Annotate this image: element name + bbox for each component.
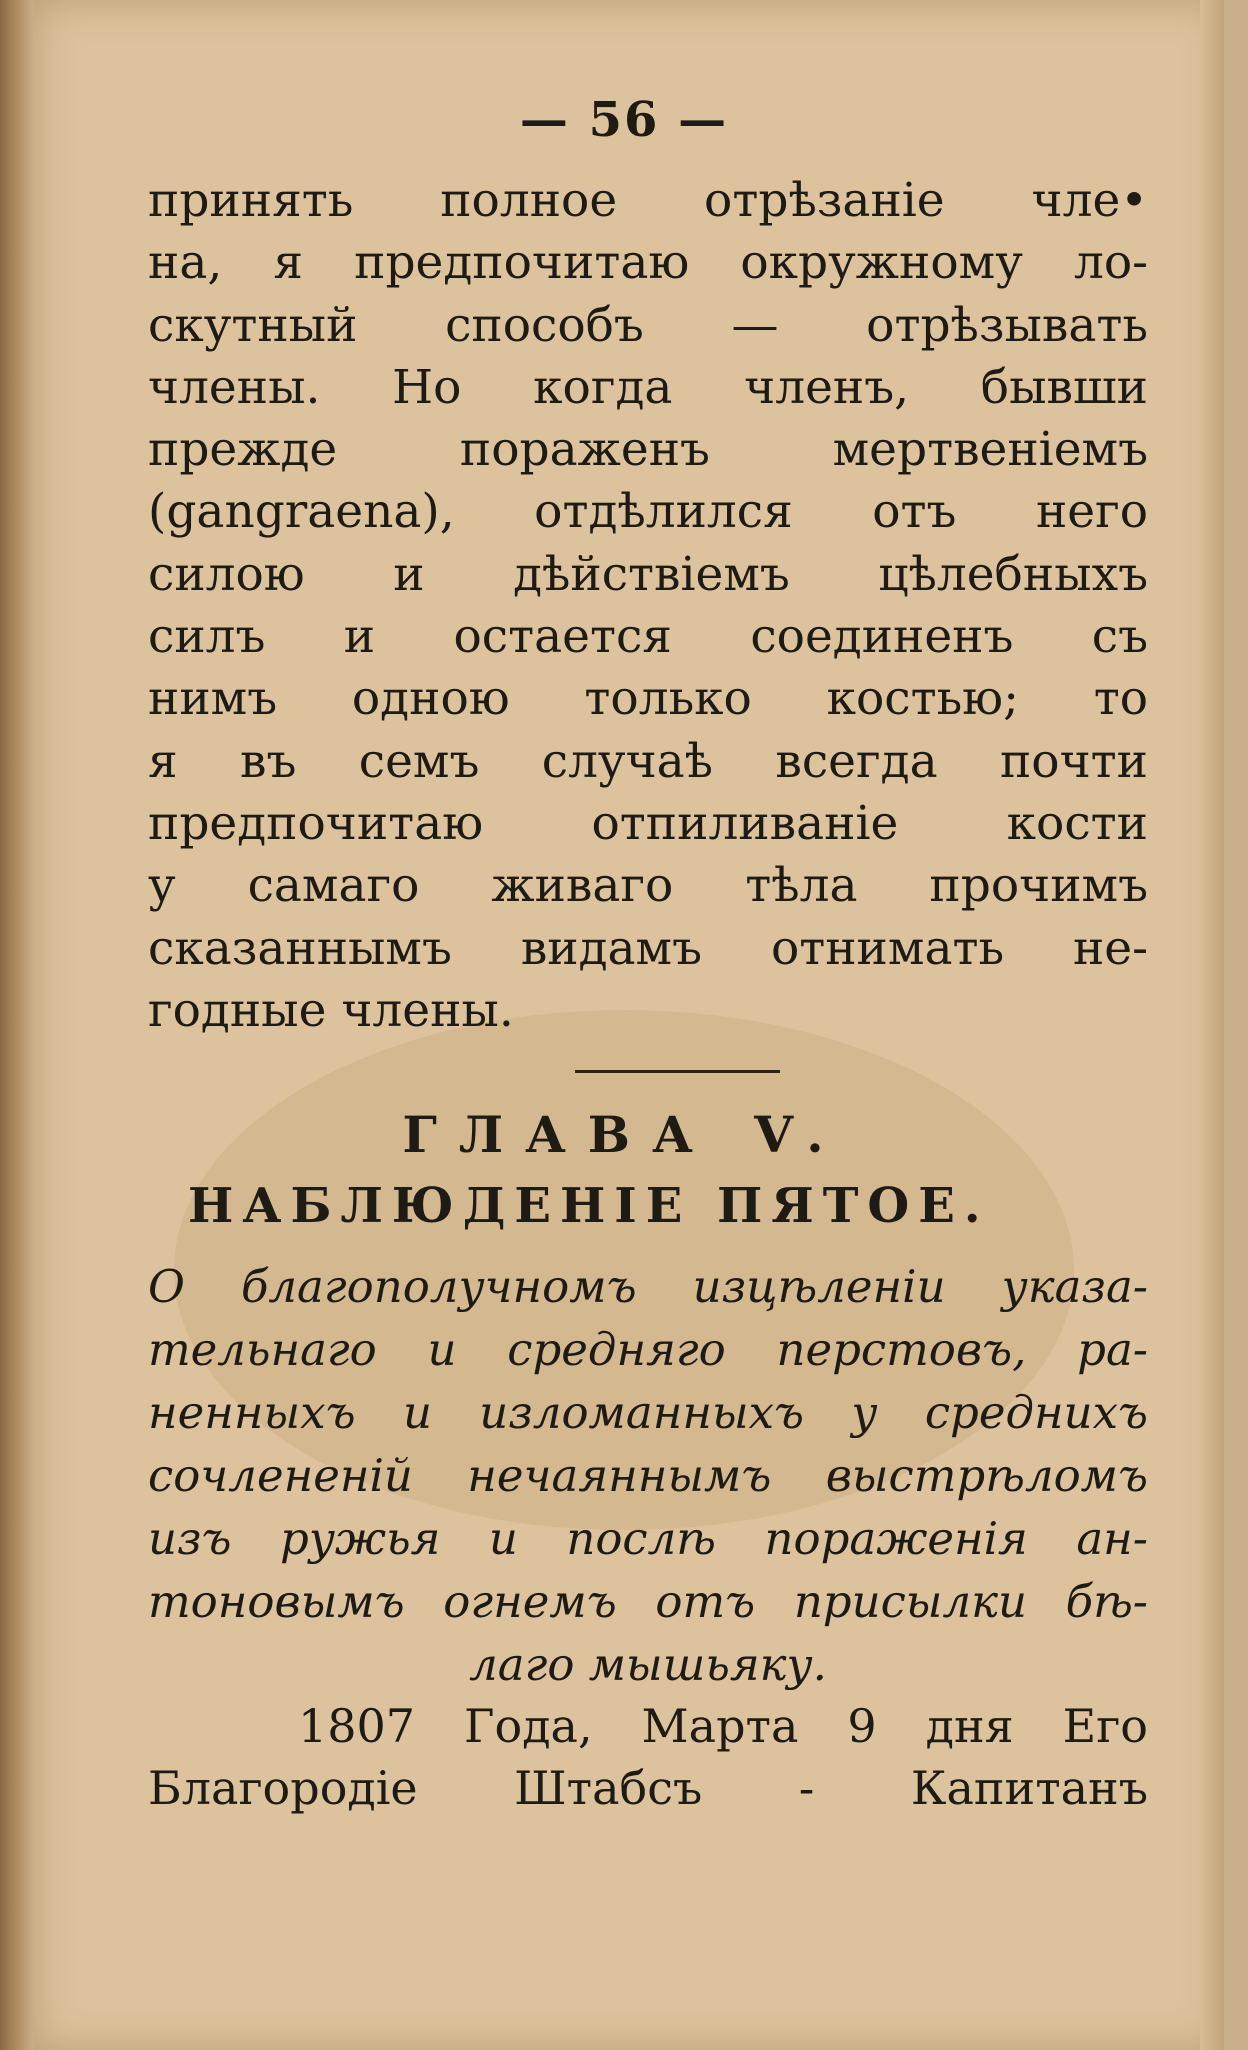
page-edge [1200, 0, 1224, 2050]
text-line: прежде пораженъ мертвеніемъ [148, 422, 1148, 478]
summary-line: тельнаго и средняго перстовъ, ра- [148, 1323, 1148, 1376]
text-line: нимъ одною только костью; то [148, 671, 1148, 727]
main-paragraph [148, 170, 1148, 1042]
text-line: годные члены. [148, 982, 514, 1038]
case-opening [148, 1695, 1148, 1819]
page-number: — 56 — [519, 92, 729, 148]
text-line: я въ семъ случаѣ всегда почти [148, 733, 1148, 789]
book-spine-shadow [0, 0, 34, 2050]
observation-summary [148, 1255, 1148, 1696]
text-line: Благородіе Штабсъ - Капитанъ [148, 1761, 1148, 1815]
text-line: у самаго живаго тѣла прочимъ [148, 858, 1148, 914]
summary-line: О благополучномъ изцѣленіи указа- [148, 1260, 1148, 1313]
text-line: предпочитаю отпиливаніе кости [148, 795, 1148, 851]
text-line: силъ и остается соединенъ съ [148, 609, 1148, 665]
observation-heading: НАБЛЮДЕНІЕ ПЯТОЕ. [188, 1178, 990, 1234]
text-line: скутный способъ — отрѣзывать [148, 297, 1148, 353]
section-divider [575, 1070, 780, 1073]
text-line: на, я предпочитаю окружному ло- [148, 235, 1148, 291]
summary-line: лаго мышьяку. [469, 1638, 827, 1691]
chapter-heading: ГЛАВА V. [402, 1105, 846, 1164]
summary-line: тоновымъ огнемъ отъ присылки бѣ- [148, 1575, 1148, 1628]
summary-line: изъ ружья и послѣ пораженія ан- [148, 1512, 1148, 1565]
summary-line: сочлененій нечаяннымъ выстрѣломъ [148, 1449, 1148, 1502]
text-line: (gangraena), отдѣлился отъ него [148, 484, 1148, 540]
text-line: принять полное отрѣзаніе чле• [148, 173, 1148, 228]
text-line: силою и дѣйствіемъ цѣлебныхъ [148, 546, 1148, 602]
summary-line: ненныхъ и изломанныхъ у среднихъ [148, 1386, 1148, 1439]
text-line: 1807 Года, Марта 9 дня Его [298, 1699, 1148, 1753]
text-line: члены. Но когда членъ, бывши [148, 359, 1148, 415]
text-line: сказаннымъ видамъ отнимать не- [148, 920, 1148, 976]
